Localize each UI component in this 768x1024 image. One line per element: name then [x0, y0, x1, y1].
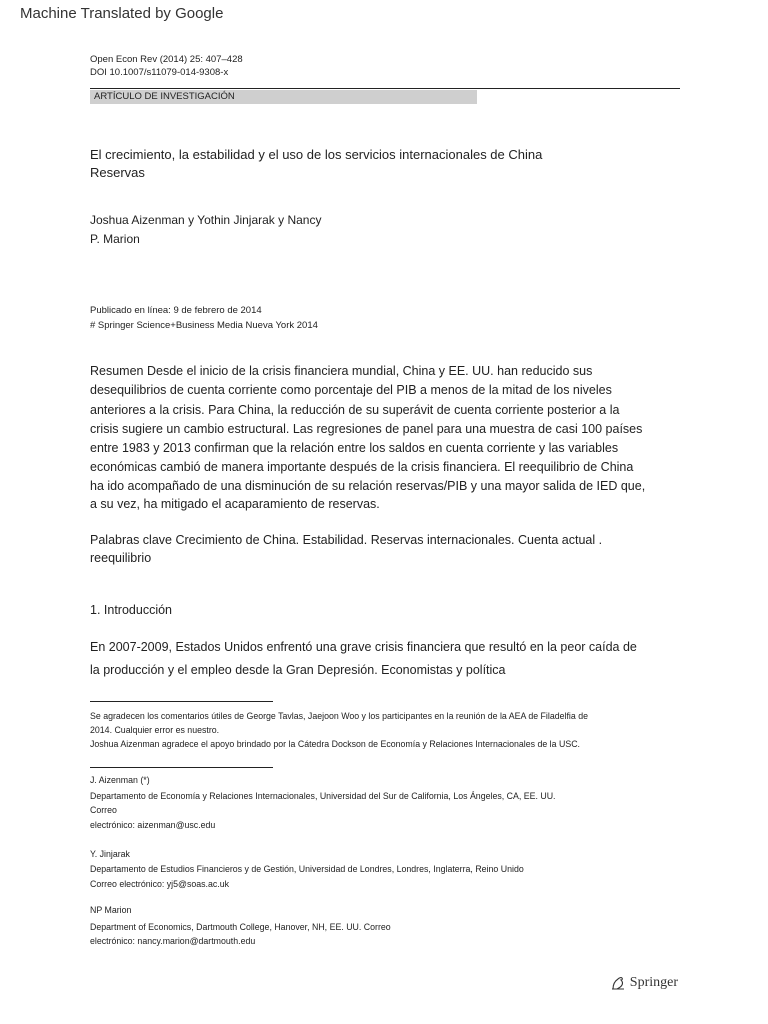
abstract-line: Resumen Desde el inicio de la crisis financiera mundial, China y EE. UU. han reducido sus: [90, 364, 593, 378]
abstract-line: ha ido acompañado de una disminución de su relación reservas/PIB y una mayor salida de IED que,: [90, 479, 646, 493]
paper-title-line-1: El crecimiento, la estabilidad y el uso de los servicios internacionales de China: [90, 147, 543, 162]
affiliation-mail-label: Correo: [90, 805, 117, 815]
affiliation-email: electrónico: aizenman@usc.edu: [90, 820, 216, 830]
keywords-line-1: Palabras clave Crecimiento de China. Estabilidad. Reservas internacionales. Cuenta actual .: [90, 533, 603, 547]
affiliation-name: Y. Jinjarak: [90, 849, 130, 859]
abstract-line: desequilibrios de cuenta corriente como porcentaje del PIB a menos de la mitad de los niveles: [90, 383, 612, 397]
paper-title-line-2: Reservas: [90, 165, 145, 180]
abstract-line: anteriores a la crisis. Para China, la reducción de su superávit de cuenta corriente posterior a la: [90, 403, 620, 417]
section-heading: 1. Introducción: [90, 603, 172, 617]
footnote-line: Se agradecen los comentarios útiles de George Tavlas, Jaejoon Woo y los participantes en la reunión de la AEA de Filadelfia de: [90, 711, 588, 721]
intro-line-1: En 2007-2009, Estados Unidos enfrentó una grave crisis financiera que resultó en la peor caída de: [90, 640, 637, 654]
copyright: # Springer Science+Business Media Nueva York 2014: [90, 320, 318, 331]
header-rule: [90, 88, 680, 89]
abstract-line: entre 1983 y 2013 confirman que la relación entre los saldos en cuenta corriente y las variables: [90, 441, 619, 455]
abstract-line: económicas cambió de manera importante después de la crisis financiera. El reequilibrio de China: [90, 460, 634, 474]
affiliation-name: NP Marion: [90, 905, 132, 915]
affiliation-email: electrónico: nancy.marion@dartmouth.edu: [90, 936, 256, 946]
affiliation-dept: Department of Economics, Dartmouth College, Hanover, NH, EE. UU. Correo: [90, 922, 391, 932]
published-date: Publicado en línea: 9 de febrero de 2014: [90, 305, 262, 316]
machine-translation-banner: Machine Translated by Google: [20, 5, 224, 22]
article-type: ARTÍCULO DE INVESTIGACIÓN: [94, 91, 235, 102]
abstract-line: crisis sugiere un cambio estructural. Las regresiones de panel para una muestra de casi 100 países: [90, 422, 643, 436]
intro-line-2: la producción y el empleo desde la Gran Depresión. Economistas y política: [90, 663, 506, 677]
footnote-line: Joshua Aizenman agradece el apoyo brindado por la Cátedra Dockson de Economía y Relaciones Internacionales de la USC.: [90, 739, 580, 749]
footnote-line: 2014. Cualquier error es nuestro.: [90, 725, 220, 735]
publisher-name: Springer: [629, 975, 678, 990]
affiliation-name: J. Aizenman (*): [90, 775, 150, 785]
publisher-logo: [610, 975, 678, 991]
footnote-rule: [90, 701, 273, 702]
affiliation-dept: Departamento de Economía y Relaciones Internacionales, Universidad del Sur de California, Los Ángeles, CA, EE. UU.: [90, 791, 556, 801]
keywords-line-2: reequilibrio: [90, 551, 152, 565]
journal-citation: Open Econ Rev (2014) 25: 407–428: [90, 54, 243, 65]
affiliation-email: Correo electrónico: yj5@soas.ac.uk: [90, 879, 229, 889]
affiliation-dept: Departamento de Estudios Financieros y de Gestión, Universidad de Londres, Londres, Inglaterra, Reino Unido: [90, 864, 524, 874]
authors-line-1: Joshua Aizenman y Yothin Jinjarak y Nancy: [90, 213, 322, 227]
springer-horse-icon: [610, 975, 626, 991]
affiliation-rule: [90, 767, 273, 768]
journal-doi: DOI 10.1007/s11079-014-9308-x: [90, 67, 229, 78]
abstract-line: a su vez, ha mitigado el acaparamiento de reservas.: [90, 497, 380, 511]
authors-line-2: P. Marion: [90, 232, 140, 246]
